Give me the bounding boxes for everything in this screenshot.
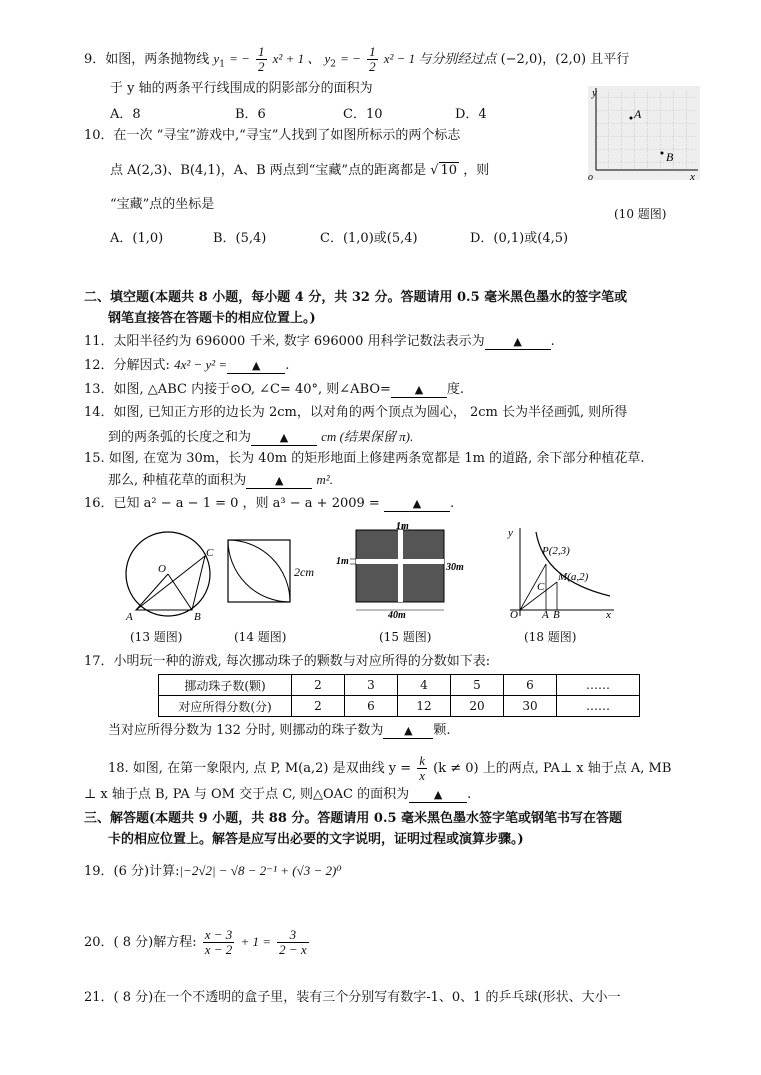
q21: 21．( 8 分)在一个不透明的盒子里，装有三个分别写有数字-1、0、1 的乒乓球(形状、大小一 xyxy=(84,990,621,1005)
section2-heading: 二、填空题(本题共 8 小题，每小题 4 分，共 32 分。答题请用 0.5 毫米黑色墨水的签字笔或 xyxy=(84,290,628,305)
fig15-right-label: 30m xyxy=(446,562,464,573)
q16: 16．已知 a² − a − 1 = 0 ，则 a³ − a + 2009 = ▲ . xyxy=(84,496,455,511)
q18-line1: 18. 如图, 在第一象限内, 点 P, M(a,2) 是双曲线 y = $\frac{k}{x}$ (k ≠ 0) 上的两点, PA⊥ x 轴于点 A, MB xyxy=(108,753,672,783)
q15-line2: 那么, 种植花草的面积为 ▲ m². xyxy=(108,472,333,488)
answer-blank: ▲ xyxy=(384,497,450,512)
fig18-x-label: x xyxy=(606,609,611,621)
section3-heading: 三、解答题(本题共 9 小题，共 88 分。答题请用 0.5 毫米黑色墨水签字笔或钢笔书写在答题 xyxy=(84,811,623,826)
q17-table xyxy=(158,674,640,717)
q13: 13．如图, △ABC 内接于⊙O, ∠C= 40°, 则∠ABO= ▲ 度. xyxy=(84,382,465,397)
q9-line2: 于 y 轴的两条平行线围成的阴影部分的面积为 xyxy=(110,81,373,96)
q10-line2: 点 A(2,3)、B(4,1)，A、B 两点到“宝藏”点的距离都是 √ 10 ，则 xyxy=(110,163,490,178)
q14-line1: 14．如图, 已知正方形的边长为 2cm，以对角的两个顶点为圆心， 2cm 长为半径画弧, 则所得 xyxy=(84,405,628,420)
answer-blank: ▲ xyxy=(246,474,312,489)
fig15-left-label: 1m xyxy=(336,556,349,567)
answer-blank: ▲ xyxy=(383,724,433,739)
q18-figure xyxy=(500,524,620,621)
answer-blank: ▲ xyxy=(485,335,551,350)
q9-fraction-1: $\frac{1}{2}$ xyxy=(258,44,265,74)
fig10-y-label: y xyxy=(592,87,597,99)
q18-line2: ⊥ x 轴于点 B, PA 与 OM 交于点 C, 则△OAC 的面积为 ▲ . xyxy=(84,787,472,802)
table-row: 对应所得分数(分) 2 6 12 20 30 …… xyxy=(159,696,640,717)
q19: 19．(6 分)计算:|−2√2| − √8 − 2⁻¹ + (√3 − 2)⁰ xyxy=(84,863,342,879)
q13-figure xyxy=(118,530,218,622)
fig18-y-label: y xyxy=(508,527,513,539)
q10-choice-c: C．(1,0)或(5,4) xyxy=(320,231,418,246)
q11: 11．太阳半径约为 696000 千米, 数字 696000 用科学记数法表示为 ▲ . xyxy=(84,334,555,349)
fig10-a-label: A xyxy=(634,107,642,121)
answer-blank: ▲ xyxy=(251,431,317,446)
q18-fraction: $\frac{k}{x}$ xyxy=(419,753,426,783)
fig18-o-label: O xyxy=(510,609,518,621)
q15-line1: 15. 如图, 在宽为 30m，长为 40m 的矩形地面上修建两条宽都是 1m 的道路, 余下部分种植花草. xyxy=(84,451,645,466)
q10-caption: (10 题图) xyxy=(614,207,667,221)
table-row: 挪动珠子数(颗) 2 3 4 5 6 …… xyxy=(159,675,640,696)
fig18-m-label: M(a,2) xyxy=(558,571,589,583)
fig18-b-label: B xyxy=(553,609,560,621)
q9-choice-a: A．8 xyxy=(110,107,141,122)
q10-line3: “宝藏”点的坐标是 xyxy=(110,197,215,212)
answer-blank: ▲ xyxy=(227,359,285,374)
q12: 12．分解因式: 4x² − y² = ▲ . xyxy=(84,357,290,373)
answer-blank: ▲ xyxy=(409,788,467,803)
q10-figure xyxy=(582,84,704,184)
q14-figure xyxy=(226,538,322,618)
q9-line1: 9．如图，两条抛物线 $y_1$ = − $\frac{1}{2}$ x² + 1 、 $y_2$ = − $\frac{1}{2}$ x² − 1 与分别经过点 (−2,0)，(2,0) 且平行 xyxy=(84,44,630,74)
q15-caption: (15 题图) xyxy=(379,630,432,644)
q20: 20．( 8 分)解方程: $\frac{x - 3}{x - 2}$ + 1 = $\frac{3}{2 - x}$ xyxy=(84,927,307,957)
fig18-c-label: C xyxy=(537,581,545,593)
sqrt-symbol: √ 10 xyxy=(430,163,458,178)
q10-choice-b: B．(5,4) xyxy=(213,231,267,246)
q20-fraction-2: $\frac{3}{2 - x}$ xyxy=(279,927,307,957)
fig13-a-label: A xyxy=(126,611,133,623)
q14-caption: (14 题图) xyxy=(234,630,287,644)
answer-blank: ▲ xyxy=(391,383,447,398)
q20-fraction-1: $\frac{x - 3}{x - 2}$ xyxy=(204,927,233,957)
fig10-o-label: o xyxy=(588,172,593,183)
fig10-x-label: x xyxy=(690,171,695,183)
q17-line2: 当对应所得分数为 132 分时, 则挪动的珠子数为 ▲ 颗. xyxy=(108,723,451,738)
q9-choice-d: D．4 xyxy=(455,107,487,122)
q9-fraction-2: $\frac{1}{2}$ xyxy=(369,44,376,74)
fig13-o-label: O xyxy=(158,563,166,575)
q18-caption: (18 题图) xyxy=(524,630,577,644)
fig10-b-label: B xyxy=(666,150,674,164)
fig18-a-label: A xyxy=(542,609,549,621)
q10-choice-a: A．(1,0) xyxy=(110,231,164,246)
fig15-top-label: 1m xyxy=(396,521,409,532)
fig14-length-label: 2cm xyxy=(294,565,314,579)
fig13-c-label: C xyxy=(206,547,214,559)
q15-figure xyxy=(336,520,464,624)
q9-choice-c: C．10 xyxy=(343,107,383,122)
q9-choice-b: B．6 xyxy=(235,107,266,122)
q10-choice-d: D．(0,1)或(4,5) xyxy=(470,231,569,246)
q17-line1: 17．小明玩一种的游戏, 每次挪动珠子的颗数与对应所得的分数如下表: xyxy=(84,654,491,669)
fig18-p-label: P(2,3) xyxy=(542,545,570,557)
q13-caption: (13 题图) xyxy=(130,630,183,644)
q14-line2: 到的两条弧的长度之和为 ▲ cm (结果保留 π). xyxy=(108,429,414,445)
fig15-bottom-label: 40m xyxy=(388,610,406,621)
fig13-b-label: B xyxy=(194,611,201,623)
q10-line1: 10．在一次 “寻宝”游戏中,“寻宝”人找到了如图所标示的两个标志 xyxy=(84,128,461,143)
section3-heading-cont: 卡的相应位置上。解答是应写出必要的文字说明，证明过程或演算步骤。) xyxy=(108,832,524,847)
section2-heading-cont: 钢笔直接答在答题卡的相应位置上。) xyxy=(108,311,316,326)
